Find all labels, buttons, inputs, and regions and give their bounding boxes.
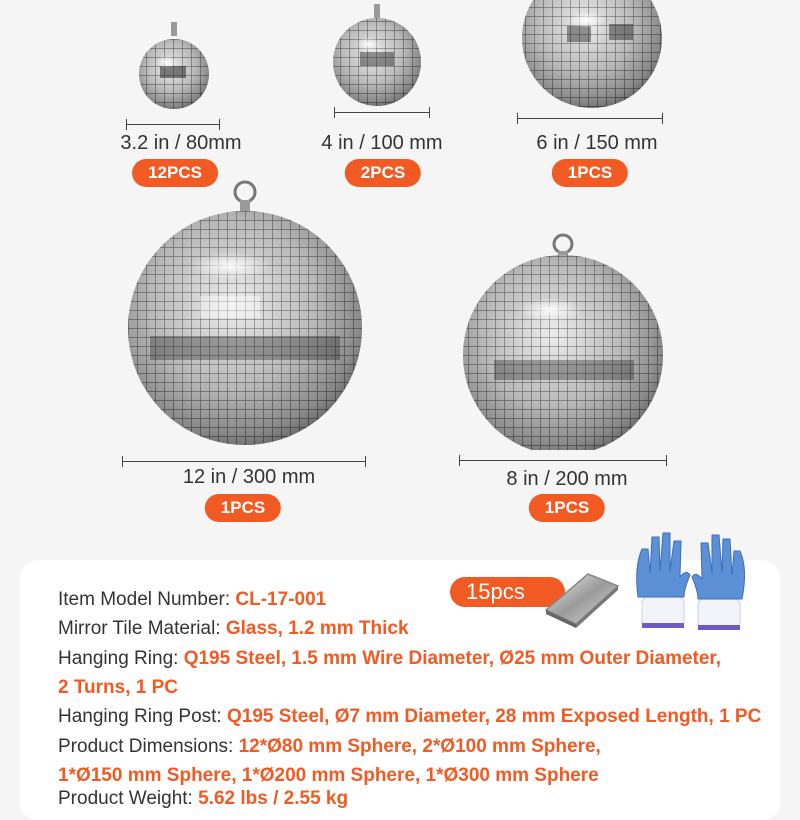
mirror-tiles-qty-badge: 15pcs: [450, 577, 565, 607]
spec-item-model-number: [58, 589, 326, 611]
spec-value: 1*Ø150 mm Sphere, 1*Ø200 mm Sphere, 1*Ø300 mm Sphere: [58, 765, 599, 786]
spec-label: Product Weight:: [58, 788, 199, 809]
spec-hanging-ring-cont: [58, 677, 178, 699]
spec-hanging-ring: [58, 648, 721, 670]
spec-label: Hanging Ring Post:: [58, 706, 227, 727]
disco-ball-200mm-image: [460, 230, 666, 450]
spec-label: Item Model Number:: [58, 589, 236, 610]
qty-badge-300mm: 1PCS: [205, 494, 281, 522]
qty-badge-150mm: 1PCS: [552, 159, 628, 187]
disco-ball-100mm-image: [332, 4, 422, 108]
spec-value: 12*Ø80 mm Sphere, 2*Ø100 mm Sphere,: [238, 736, 601, 757]
disco-ball-150mm-image: [517, 0, 667, 110]
dimension-line-300mm: [122, 461, 366, 462]
spec-value: 2 Turns, 1 PC: [58, 677, 179, 698]
spec-product-dimensions-cont: [58, 765, 599, 787]
qty-badge-80mm: 12PCS: [132, 159, 218, 187]
spec-value: Q195 Steel, Ø7 mm Diameter, 28 mm Exposed Length, 1 PC: [227, 706, 762, 727]
dimension-line-100mm: [334, 112, 430, 113]
spec-product-weight: [58, 788, 348, 810]
size-label-80mm: 3.2 in / 80mm: [120, 132, 242, 154]
mirror-tile-image: [540, 568, 622, 630]
dimension-line-150mm: [517, 118, 663, 119]
spec-mirror-tile-material: [58, 618, 409, 640]
spec-label: Hanging Ring:: [58, 648, 184, 669]
qty-badge-100mm: 2PCS: [345, 159, 421, 187]
qty-badge-200mm: 1PCS: [529, 494, 605, 522]
size-label-300mm: 12 in / 300 mm: [182, 466, 316, 488]
spec-value: Glass, 1.2 mm Thick: [225, 618, 409, 639]
size-label-200mm: 8 in / 200 mm: [506, 468, 628, 490]
gloves-image: [628, 527, 753, 631]
spec-value: CL-17-001: [235, 589, 327, 610]
spec-product-dimensions: [58, 736, 601, 758]
disco-ball-300mm-image: [120, 176, 370, 446]
spec-label: Mirror Tile Material:: [58, 618, 226, 639]
spec-value: Q195 Steel, 1.5 mm Wire Diameter, Ø25 mm Outer Diameter,: [183, 648, 722, 669]
spec-hanging-ring-post: [58, 706, 761, 728]
size-label-150mm: 6 in / 150 mm: [536, 132, 658, 154]
disco-ball-80mm-image: [138, 22, 210, 110]
dimension-line-80mm: [126, 124, 220, 125]
spec-label: Product Dimensions:: [58, 736, 239, 757]
dimension-line-200mm: [459, 460, 667, 461]
size-label-100mm: 4 in / 100 mm: [321, 132, 443, 154]
spec-value: 5.62 lbs / 2.55 kg: [198, 788, 349, 809]
